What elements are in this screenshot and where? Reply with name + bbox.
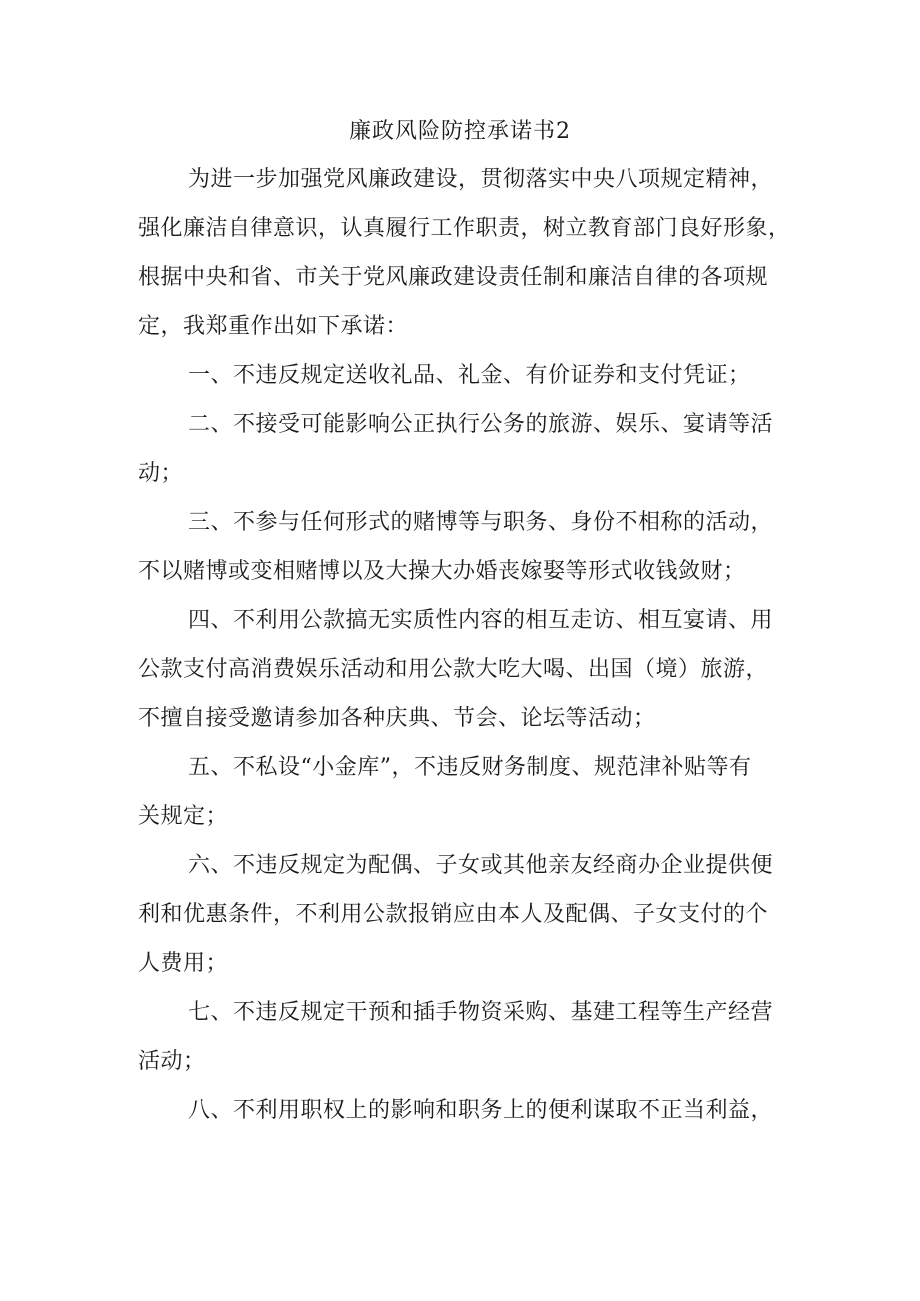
commitment-item-3: 三、不参与任何形式的赌博等与职务、身份不相称的活动， <box>188 510 774 535</box>
document-title: 廉政风险防控承诺书2 <box>349 119 571 144</box>
paragraph-line: 不以赌博或变相赌博以及大操大办婚丧嫁娶等形式收钱敛财； <box>138 559 746 584</box>
paragraph-line: 活动； <box>138 1049 206 1074</box>
paragraph-line: 根据中央和省、市关于党风廉政建设责任制和廉洁自律的各项规 <box>138 265 769 290</box>
paragraph-line: 关规定； <box>138 804 229 829</box>
paragraph-line: 人费用； <box>138 951 229 976</box>
paragraph-line: 利和优惠条件，不利用公款报销应由本人及配偶、子女支付的个 <box>138 902 769 927</box>
commitment-item-5: 五、不私设“小金库”，不违反财务制度、规范津补贴等有 <box>188 755 752 780</box>
commitment-item-7: 七、不违反规定干预和插手物资采购、基建工程等生产经营 <box>188 1000 774 1025</box>
paragraph-line: 定，我郑重作出如下承诺： <box>138 314 409 339</box>
paragraph-line: 为进一步加强党风廉政建设，贯彻落实中央八项规定精神， <box>188 167 774 192</box>
commitment-item-1: 一、不违反规定送收礼品、礼金、有价证券和支付凭证； <box>188 363 751 388</box>
commitment-item-2: 二、不接受可能影响公正执行公务的旅游、娱乐、宴请等活 <box>188 412 774 437</box>
paragraph-line: 不擅自接受邀请参加各种庆典、节会、论坛等活动； <box>138 706 656 731</box>
paragraph-line: 动； <box>138 461 184 486</box>
commitment-item-8: 八、不利用职权上的影响和职务上的便利谋取不正当利益， <box>188 1098 774 1123</box>
commitment-item-4: 四、不利用公款搞无实质性内容的相互走访、相互宴请、用 <box>188 608 774 633</box>
paragraph-line: 强化廉洁自律意识，认真履行工作职责，树立教育部门良好形象， <box>138 216 791 241</box>
paragraph-line: 公款支付高消费娱乐活动和用公款大吃大喝、出国（境）旅游， <box>138 657 769 682</box>
commitment-item-6: 六、不违反规定为配偶、子女或其他亲友经商办企业提供便 <box>188 853 774 878</box>
